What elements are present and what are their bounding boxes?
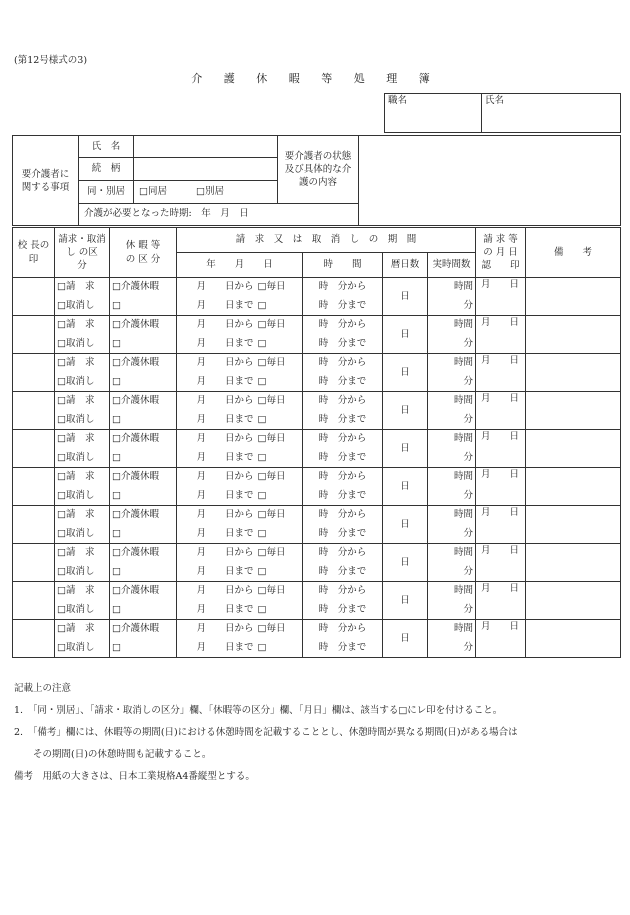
actual-minutes-cell[interactable]: 分 xyxy=(428,601,476,620)
actual-minutes-cell[interactable]: 分 xyxy=(428,297,476,316)
daily-checkbox[interactable]: □毎日 xyxy=(256,354,303,373)
other-leave-checkbox[interactable]: □ xyxy=(110,601,177,620)
time-from[interactable]: 時 分から xyxy=(303,468,383,487)
time-to[interactable]: 時 分まで xyxy=(303,335,383,354)
cohabit-label: 同・別居 xyxy=(79,181,134,203)
date-to[interactable]: 月 日まで xyxy=(177,373,256,392)
care-leave-checkbox[interactable]: □介護休暇 xyxy=(110,620,177,639)
care-state-field[interactable] xyxy=(359,136,621,226)
time-to[interactable]: 時 分まで xyxy=(303,487,383,506)
remarks-header: 備 考 xyxy=(526,228,621,278)
other-leave-checkbox[interactable]: □ xyxy=(110,639,177,658)
ymd-header: 年 月 日 xyxy=(177,253,303,278)
daily-checkbox[interactable]: □毎日 xyxy=(256,430,303,449)
request-date-cell[interactable]: 月 日 xyxy=(476,582,526,620)
time-from[interactable]: 時 分から xyxy=(303,354,383,373)
name-label: 氏 名 xyxy=(79,136,134,158)
principal-seal-cell[interactable] xyxy=(13,430,55,468)
request-date-cell[interactable]: 月 日 xyxy=(476,316,526,354)
date-from[interactable]: 月 日から xyxy=(177,468,256,487)
request-date-cell[interactable]: 月 日 xyxy=(476,506,526,544)
other-leave-checkbox[interactable]: □ xyxy=(110,487,177,506)
care-leave-checkbox[interactable]: □介護休暇 xyxy=(110,544,177,563)
time-to[interactable]: 時 分まで xyxy=(303,563,383,582)
calendar-days-cell[interactable]: 日 xyxy=(383,430,428,468)
date-from[interactable]: 月 日から xyxy=(177,506,256,525)
actual-minutes-cell[interactable]: 分 xyxy=(428,639,476,658)
calendar-days-cell[interactable]: 日 xyxy=(383,468,428,506)
time-from[interactable]: 時 分から xyxy=(303,582,383,601)
note-2: 2. 「備考」欄には、休暇等の期間(日)における休憩時間を記載することとし、休憩時間が異なる期間(日)がある場合は xyxy=(14,727,518,738)
time-from[interactable]: 時 分から xyxy=(303,620,383,639)
record-row-top xyxy=(13,544,621,563)
time-from[interactable]: 時 分から xyxy=(303,278,383,297)
other-leave-checkbox[interactable]: □ xyxy=(110,563,177,582)
time-from[interactable]: 時 分から xyxy=(303,506,383,525)
actual-hours-cell[interactable]: 時間 xyxy=(428,316,476,335)
principal-seal-cell[interactable] xyxy=(13,316,55,354)
date-to[interactable]: 月 日まで xyxy=(177,487,256,506)
other-leave-checkbox[interactable]: □ xyxy=(110,373,177,392)
daily-checkbox[interactable]: □毎日 xyxy=(256,620,303,639)
request-cancel-header: 請求・取消 し の区 分 xyxy=(55,228,110,278)
actual-hours-header: 実時間数 xyxy=(428,253,476,278)
time-to[interactable]: 時 分まで xyxy=(303,601,383,620)
blank-checkbox[interactable]: □ xyxy=(256,601,303,620)
care-need-time[interactable]: 介護が必要となった時期: 年 月 日 xyxy=(79,203,359,225)
other-leave-checkbox[interactable]: □ xyxy=(110,297,177,316)
stamp-name-field[interactable] xyxy=(482,94,621,133)
principal-seal-cell[interactable] xyxy=(13,468,55,506)
blank-checkbox[interactable]: □ xyxy=(256,525,303,544)
leave-type-header: 休 暇 等の 区 分 xyxy=(110,228,177,278)
actual-hours-cell[interactable]: 時間 xyxy=(428,392,476,411)
date-from[interactable]: 月 日から xyxy=(177,544,256,563)
calendar-days-cell[interactable]: 日 xyxy=(383,354,428,392)
daily-checkbox[interactable]: □毎日 xyxy=(256,392,303,411)
request-date-cell[interactable]: 月 日 xyxy=(476,430,526,468)
daily-checkbox[interactable]: □毎日 xyxy=(256,278,303,297)
date-to[interactable]: 月 日まで xyxy=(177,297,256,316)
principal-seal-cell[interactable] xyxy=(13,544,55,582)
record-row-top xyxy=(13,430,621,449)
page-title: 介 護 休 暇 等 処 理 簿 xyxy=(191,72,439,85)
record-row-top xyxy=(13,468,621,487)
time-to[interactable]: 時 分まで xyxy=(303,373,383,392)
principal-seal-cell[interactable] xyxy=(13,582,55,620)
blank-checkbox[interactable]: □ xyxy=(256,639,303,658)
actual-minutes-cell[interactable]: 分 xyxy=(428,411,476,430)
actual-hours-cell[interactable]: 時間 xyxy=(428,468,476,487)
date-from[interactable]: 月 日から xyxy=(177,392,256,411)
blank-checkbox[interactable]: □ xyxy=(256,449,303,468)
date-to[interactable]: 月 日まで xyxy=(177,411,256,430)
principal-seal-cell[interactable] xyxy=(13,278,55,316)
record-row-top xyxy=(13,620,621,639)
request-checkbox[interactable]: □請 求 xyxy=(55,392,110,411)
remarks-cell[interactable] xyxy=(526,316,621,354)
stamp-name-label: 氏名 xyxy=(485,95,505,106)
note-2-continued: その期間(日)の休憩時間も記載すること。 xyxy=(14,749,212,760)
cohabit-options xyxy=(134,181,278,203)
cancel-checkbox[interactable]: □取消し xyxy=(55,487,110,506)
care-leave-checkbox[interactable]: □介護休暇 xyxy=(110,278,177,297)
note-1: 1. 「同・別居」、「請求・取消しの区分」欄、「休暇等の区分」欄、「月日」欄は、該当する□にレ印を付けること。 xyxy=(14,705,503,716)
remarks-cell[interactable] xyxy=(526,278,621,316)
care-leave-checkbox[interactable]: □介護休暇 xyxy=(110,354,177,373)
request-checkbox[interactable]: □請 求 xyxy=(55,354,110,373)
actual-hours-cell[interactable]: 時間 xyxy=(428,278,476,297)
date-from[interactable]: 月 日から xyxy=(177,582,256,601)
daily-checkbox[interactable]: □毎日 xyxy=(256,316,303,335)
request-checkbox[interactable]: □請 求 xyxy=(55,506,110,525)
stamp-table xyxy=(384,93,621,133)
form-number: (第12号様式の3) xyxy=(14,55,88,66)
blank-checkbox[interactable]: □ xyxy=(256,297,303,316)
remarks-cell[interactable] xyxy=(526,468,621,506)
actual-hours-cell[interactable]: 時間 xyxy=(428,354,476,373)
daily-checkbox[interactable]: □毎日 xyxy=(256,506,303,525)
daily-checkbox[interactable]: □毎日 xyxy=(256,582,303,601)
care-state-label: 要介護者の状態及び具体的な介護の内容 xyxy=(278,136,359,204)
cancel-checkbox[interactable]: □取消し xyxy=(55,411,110,430)
actual-minutes-cell[interactable]: 分 xyxy=(428,449,476,468)
remarks-cell[interactable] xyxy=(526,582,621,620)
record-row-top xyxy=(13,316,621,335)
care-leave-checkbox[interactable]: □介護休暇 xyxy=(110,582,177,601)
remarks-cell[interactable] xyxy=(526,620,621,658)
record-row-top xyxy=(13,278,621,297)
cancel-checkbox[interactable]: □取消し xyxy=(55,601,110,620)
other-leave-checkbox[interactable]: □ xyxy=(110,449,177,468)
request-date-cell[interactable]: 月 日 xyxy=(476,468,526,506)
calendar-days-cell[interactable]: 日 xyxy=(383,582,428,620)
time-to[interactable]: 時 分まで xyxy=(303,525,383,544)
request-checkbox[interactable]: □請 求 xyxy=(55,582,110,601)
principal-seal-header: 校 長の 印 xyxy=(13,228,55,278)
calendar-days-cell[interactable]: 日 xyxy=(383,544,428,582)
cancel-checkbox[interactable]: □取消し xyxy=(55,525,110,544)
principal-seal-cell[interactable] xyxy=(13,620,55,658)
blank-checkbox[interactable]: □ xyxy=(256,373,303,392)
date-to[interactable]: 月 日まで xyxy=(177,335,256,354)
actual-hours-cell[interactable]: 時間 xyxy=(428,582,476,601)
care-leave-checkbox[interactable]: □介護休暇 xyxy=(110,468,177,487)
relation-field[interactable] xyxy=(134,158,278,181)
care-leave-checkbox[interactable]: □介護休暇 xyxy=(110,316,177,335)
blank-checkbox[interactable]: □ xyxy=(256,563,303,582)
name-field[interactable] xyxy=(134,136,278,158)
date-to[interactable]: 月 日まで xyxy=(177,601,256,620)
time-from[interactable]: 時 分から xyxy=(303,316,383,335)
request-date-cell[interactable]: 月 日 xyxy=(476,392,526,430)
daily-checkbox[interactable]: □毎日 xyxy=(256,468,303,487)
care-leave-checkbox[interactable]: □介護休暇 xyxy=(110,430,177,449)
date-to[interactable]: 月 日まで xyxy=(177,563,256,582)
request-checkbox[interactable]: □請 求 xyxy=(55,316,110,335)
request-checkbox[interactable]: □請 求 xyxy=(55,430,110,449)
care-leave-checkbox[interactable]: □介護休暇 xyxy=(110,392,177,411)
time-to[interactable]: 時 分まで xyxy=(303,639,383,658)
actual-hours-cell[interactable]: 時間 xyxy=(428,430,476,449)
calendar-days-cell[interactable]: 日 xyxy=(383,506,428,544)
remarks-cell[interactable] xyxy=(526,392,621,430)
principal-seal-cell[interactable] xyxy=(13,506,55,544)
cancel-checkbox[interactable]: □取消し xyxy=(55,639,110,658)
actual-minutes-cell[interactable]: 分 xyxy=(428,373,476,392)
calendar-days-cell[interactable]: 日 xyxy=(383,278,428,316)
request-date-header: 請 求 等の 月 日認 印 xyxy=(476,228,526,278)
actual-hours-cell[interactable]: 時間 xyxy=(428,506,476,525)
record-row-top xyxy=(13,392,621,411)
time-to[interactable]: 時 分まで xyxy=(303,411,383,430)
actual-minutes-cell[interactable]: 分 xyxy=(428,335,476,354)
actual-minutes-cell[interactable]: 分 xyxy=(428,525,476,544)
blank-checkbox[interactable]: □ xyxy=(256,411,303,430)
principal-seal-cell[interactable] xyxy=(13,392,55,430)
request-checkbox[interactable]: □請 求 xyxy=(55,544,110,563)
time-from[interactable]: 時 分から xyxy=(303,392,383,411)
request-checkbox[interactable]: □請 求 xyxy=(55,468,110,487)
request-date-cell[interactable]: 月 日 xyxy=(476,620,526,658)
actual-minutes-cell[interactable]: 分 xyxy=(428,563,476,582)
paper-size-remark: 備考 用紙の大きさは、日本工業規格A4番縦型とする。 xyxy=(14,771,255,782)
request-checkbox[interactable]: □請 求 xyxy=(55,620,110,639)
notes-heading: 記載上の注意 xyxy=(14,683,72,694)
time-header: 時 間 xyxy=(303,253,383,278)
care-leave-checkbox[interactable]: □介護休暇 xyxy=(110,506,177,525)
cancel-checkbox[interactable]: □取消し xyxy=(55,449,110,468)
date-to[interactable]: 月 日まで xyxy=(177,525,256,544)
period-header: 請 求 又 は 取 消 し の 期 間 xyxy=(177,228,476,253)
other-leave-checkbox[interactable]: □ xyxy=(110,335,177,354)
care-recipient-group-label: 要介護者に関する事項 xyxy=(13,136,79,226)
date-from[interactable]: 月 日から xyxy=(177,354,256,373)
actual-hours-cell[interactable]: 時間 xyxy=(428,620,476,639)
remarks-cell[interactable] xyxy=(526,506,621,544)
position-label: 職名 xyxy=(388,95,408,106)
principal-seal-cell[interactable] xyxy=(13,354,55,392)
date-from[interactable]: 月 日から xyxy=(177,430,256,449)
date-to[interactable]: 月 日まで xyxy=(177,639,256,658)
cohabit-checkbox-separate[interactable]: □別居 xyxy=(196,186,224,198)
calendar-days-cell[interactable]: 日 xyxy=(383,392,428,430)
cancel-checkbox[interactable]: □取消し xyxy=(55,373,110,392)
date-from[interactable]: 月 日から xyxy=(177,620,256,639)
record-row-top xyxy=(13,354,621,373)
remarks-cell[interactable] xyxy=(526,430,621,468)
calendar-days-cell[interactable]: 日 xyxy=(383,620,428,658)
cohabit-checkbox-same[interactable]: □同居 xyxy=(139,186,167,198)
request-date-cell[interactable]: 月 日 xyxy=(476,544,526,582)
date-from[interactable]: 月 日から xyxy=(177,278,256,297)
actual-minutes-cell[interactable]: 分 xyxy=(428,487,476,506)
notes-section xyxy=(14,678,518,788)
position-field[interactable] xyxy=(385,94,482,133)
calendar-days-header: 暦日数 xyxy=(383,253,428,278)
relation-label: 続 柄 xyxy=(79,158,134,181)
care-recipient-table xyxy=(12,135,621,226)
other-leave-checkbox[interactable]: □ xyxy=(110,525,177,544)
time-to[interactable]: 時 分まで xyxy=(303,449,383,468)
other-leave-checkbox[interactable]: □ xyxy=(110,411,177,430)
leave-record-table xyxy=(12,227,621,658)
cancel-checkbox[interactable]: □取消し xyxy=(55,335,110,354)
actual-hours-cell[interactable]: 時間 xyxy=(428,544,476,563)
date-from[interactable]: 月 日から xyxy=(177,316,256,335)
cancel-checkbox[interactable]: □取消し xyxy=(55,563,110,582)
remarks-cell[interactable] xyxy=(526,354,621,392)
blank-checkbox[interactable]: □ xyxy=(256,487,303,506)
time-from[interactable]: 時 分から xyxy=(303,544,383,563)
request-date-cell[interactable]: 月 日 xyxy=(476,354,526,392)
cancel-checkbox[interactable]: □取消し xyxy=(55,297,110,316)
remarks-cell[interactable] xyxy=(526,544,621,582)
request-date-cell[interactable]: 月 日 xyxy=(476,278,526,316)
request-checkbox[interactable]: □請 求 xyxy=(55,278,110,297)
date-to[interactable]: 月 日まで xyxy=(177,449,256,468)
time-from[interactable]: 時 分から xyxy=(303,430,383,449)
record-row-top xyxy=(13,506,621,525)
daily-checkbox[interactable]: □毎日 xyxy=(256,544,303,563)
blank-checkbox[interactable]: □ xyxy=(256,335,303,354)
calendar-days-cell[interactable]: 日 xyxy=(383,316,428,354)
record-row-top xyxy=(13,582,621,601)
time-to[interactable]: 時 分まで xyxy=(303,297,383,316)
